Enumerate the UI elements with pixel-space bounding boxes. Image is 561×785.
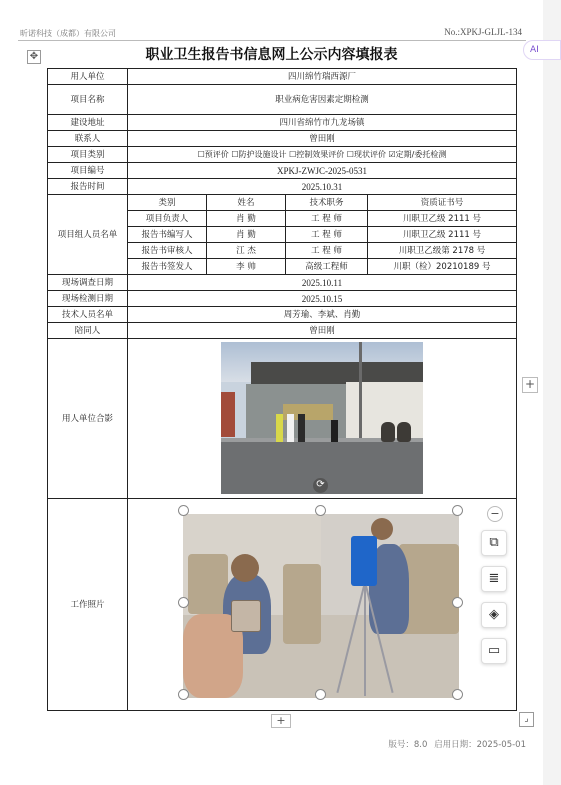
member-title[interactable]: 工 程 师 xyxy=(286,211,368,227)
category-option-protection[interactable]: ☐防护设施设计 xyxy=(231,149,287,159)
escort-label: 陪同人 xyxy=(48,323,128,339)
member-cert[interactable]: 川职卫乙级第 2178 号 xyxy=(368,243,517,259)
doc-number: No.:XPKJ-GLJL-134 xyxy=(444,27,522,37)
members-header-title: 技术职务 xyxy=(286,195,368,211)
project-no-label: 项目编号 xyxy=(48,163,128,179)
member-role[interactable]: 报告书审核人 xyxy=(128,243,207,259)
member-title[interactable]: 工 程 师 xyxy=(286,243,368,259)
workspace-margin xyxy=(543,0,561,785)
ai-assistant-button[interactable]: AI xyxy=(523,40,561,60)
group-photo-label: 用人单位合影 xyxy=(48,339,128,499)
project-name-label: 项目名称 xyxy=(48,85,128,115)
effective-date-text: 启用日期：2025-05-01 xyxy=(434,740,526,750)
category-option-preeval[interactable]: ☐预评价 xyxy=(197,149,229,159)
report-time-label: 报告时间 xyxy=(48,179,128,195)
tech-staff-value[interactable]: 周芳瑜、李斌、肖勤 xyxy=(128,307,517,323)
report-time-value[interactable]: 2025.10.31 xyxy=(128,179,517,195)
contact-value[interactable]: 曾田刚 xyxy=(128,131,517,147)
group-photo-cell xyxy=(128,339,517,499)
member-name[interactable]: 李 帅 xyxy=(207,259,286,275)
table-resize-icon[interactable]: ⌟ xyxy=(519,712,534,727)
employer-value[interactable]: 四川绵竹瑞西源厂 xyxy=(128,69,517,85)
member-cert[interactable]: 川职卫乙级 2111 号 xyxy=(368,227,517,243)
move-icon[interactable]: ✥ xyxy=(27,50,41,64)
add-row-button[interactable]: + xyxy=(271,714,291,728)
detect-date-label: 现场检测日期 xyxy=(48,291,128,307)
resize-handle-ml[interactable] xyxy=(178,597,189,608)
form-table xyxy=(47,68,517,711)
member-title[interactable]: 高级工程师 xyxy=(286,259,368,275)
resize-handle-mr[interactable] xyxy=(452,597,463,608)
member-name[interactable]: 江 杰 xyxy=(207,243,286,259)
member-cert[interactable]: 川职（检）20210189 号 xyxy=(368,259,517,275)
company-header: 昕诺科技（成都）有限公司 xyxy=(20,29,116,38)
category-option-control[interactable]: ☐控制效果评价 xyxy=(289,149,345,159)
header-divider xyxy=(18,40,526,41)
escort-value[interactable]: 曾田刚 xyxy=(128,323,517,339)
project-no-value[interactable]: XPKJ-ZWJC-2025-0531 xyxy=(128,163,517,179)
rotate-icon[interactable]: ⟳ xyxy=(313,478,328,493)
address-label: 建设地址 xyxy=(48,115,128,131)
page-title: 职业卫生报告书信息网上公示内容填报表 xyxy=(145,47,398,63)
category-label: 项目类别 xyxy=(48,147,128,163)
add-column-button[interactable]: + xyxy=(522,377,538,393)
crop-icon[interactable]: ⧉ xyxy=(481,530,507,556)
member-role[interactable]: 报告书签发人 xyxy=(128,259,207,275)
image-toolbar xyxy=(481,530,510,674)
resize-handle-br[interactable] xyxy=(452,689,463,700)
member-cert[interactable]: 川职卫乙级 2111 号 xyxy=(368,211,517,227)
group-photo[interactable] xyxy=(221,342,423,494)
resize-handle-bm[interactable] xyxy=(315,689,326,700)
address-value[interactable]: 四川省绵竹市九龙场镇 xyxy=(128,115,517,131)
employer-label: 用人单位 xyxy=(48,69,128,85)
tech-staff-label: 技术人员名单 xyxy=(48,307,128,323)
contact-label: 联系人 xyxy=(48,131,128,147)
resize-handle-tr[interactable] xyxy=(452,505,463,516)
work-photo-label: 工作照片 xyxy=(48,499,128,711)
member-role[interactable]: 报告书编写人 xyxy=(128,227,207,243)
member-name[interactable]: 肖 勤 xyxy=(207,211,286,227)
resize-handle-bl[interactable] xyxy=(178,689,189,700)
fill-icon[interactable]: ◈ xyxy=(481,602,507,628)
detect-date-value[interactable]: 2025.10.15 xyxy=(128,291,517,307)
footer xyxy=(384,738,526,750)
survey-date-value[interactable]: 2025.10.11 xyxy=(128,275,517,291)
member-role[interactable]: 项目负责人 xyxy=(128,211,207,227)
member-name[interactable]: 肖 勤 xyxy=(207,227,286,243)
survey-date-label: 现场调查日期 xyxy=(48,275,128,291)
category-options xyxy=(128,147,517,163)
minus-icon[interactable]: − xyxy=(487,506,503,522)
category-option-status[interactable]: ☐现状评价 xyxy=(346,149,386,159)
project-name-value[interactable]: 职业病危害因素定期检测 xyxy=(128,85,517,115)
members-label: 项目组人员名单 xyxy=(48,195,128,275)
resize-handle-tm[interactable] xyxy=(315,505,326,516)
work-photo-2[interactable] xyxy=(321,514,459,698)
members-header-role: 类别 xyxy=(128,195,207,211)
wrap-text-icon[interactable]: ≣ xyxy=(481,566,507,592)
resize-handle-tl[interactable] xyxy=(178,505,189,516)
category-option-periodic[interactable]: ☑定期/委托检测 xyxy=(388,149,447,159)
members-header-name: 姓名 xyxy=(207,195,286,211)
members-header-cert: 资质证书号 xyxy=(368,195,517,211)
work-photo-1[interactable] xyxy=(183,514,321,698)
screen-icon[interactable]: ▭ xyxy=(481,638,507,664)
member-title[interactable]: 工 程 师 xyxy=(286,227,368,243)
version-text: 版号：8.0 xyxy=(388,740,428,750)
